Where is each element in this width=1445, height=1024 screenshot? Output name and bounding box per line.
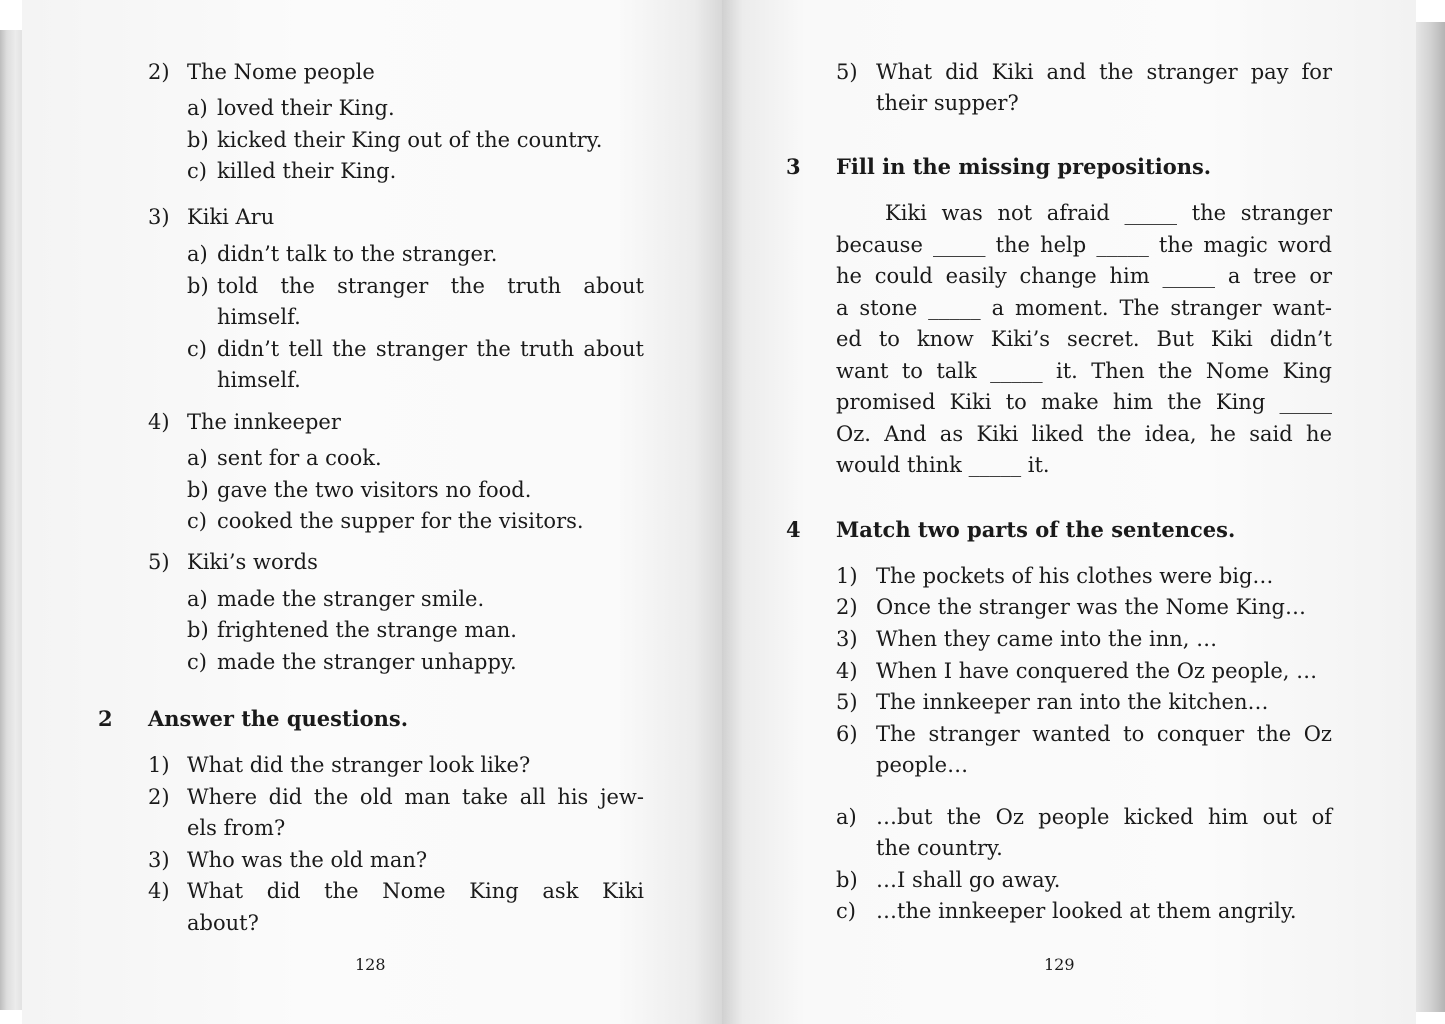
gap-fill-line: ed to know Kiki’s secret. But Kiki didn’t	[836, 327, 1332, 351]
option-text-continued: himself.	[217, 305, 301, 329]
question-number: 4)	[148, 410, 170, 434]
option-text: killed their King.	[217, 159, 397, 183]
option-letter: b)	[187, 618, 209, 642]
left-page	[22, 0, 722, 1024]
exercise-number: 4	[786, 517, 801, 542]
option-text: told the stranger the truth about	[217, 274, 644, 298]
option-letter: c)	[187, 159, 207, 183]
gap-fill-line: want to talk _____ it. Then the Nome King	[836, 359, 1332, 383]
question-number: 5)	[148, 550, 170, 574]
option-text: frightened the strange man.	[217, 618, 517, 642]
sentence-start-number: 2)	[836, 595, 858, 619]
exercise-number: 2	[98, 706, 113, 731]
question-text-continued: els from?	[187, 816, 286, 840]
gap-fill-line: would think _____ it.	[836, 453, 1050, 477]
question-number: 4)	[148, 879, 170, 903]
question-number: 1)	[148, 753, 170, 777]
question-text-continued: about?	[187, 911, 259, 935]
gap-fill-line: a stone _____ a moment. The stranger want-	[836, 296, 1332, 320]
sentence-end-continued: the country.	[876, 836, 1003, 860]
sentence-start: When I have conquered the Oz people, …	[876, 659, 1318, 683]
option-letter: b)	[187, 478, 209, 502]
question-text: What did the Nome King ask Kiki	[187, 879, 644, 903]
question-text: What did the stranger look like?	[187, 753, 531, 777]
page-number: 129	[1044, 955, 1075, 974]
question-text: Where did the old man take all his jew-	[187, 785, 644, 809]
sentence-end: …but the Oz people kicked him out of	[876, 805, 1332, 829]
sentence-end: …the innkeeper looked at them angrily.	[876, 899, 1297, 923]
question-number: 5)	[836, 60, 858, 84]
option-letter: a)	[187, 96, 208, 120]
sentence-start-number: 4)	[836, 659, 858, 683]
exercise-title: Fill in the missing prepositions.	[836, 154, 1212, 179]
option-text: sent for a cook.	[217, 446, 382, 470]
right-page-edges	[1416, 22, 1445, 1012]
question-stem: Kiki’s words	[187, 550, 318, 574]
sentence-end-letter: b)	[836, 868, 858, 892]
option-letter: a)	[187, 446, 208, 470]
option-letter: c)	[187, 509, 207, 533]
option-text: didn’t tell the stranger the truth about	[217, 337, 644, 361]
question-number: 3)	[148, 848, 170, 872]
left-page-edges	[0, 30, 22, 1010]
sentence-start-number: 1)	[836, 564, 858, 588]
question-number: 2)	[148, 60, 170, 84]
gap-fill-line: Oz. And as Kiki liked the idea, he said he	[836, 422, 1332, 446]
page-number: 128	[355, 955, 386, 974]
option-text: gave the two visitors no food.	[217, 478, 532, 502]
question-stem: The Nome people	[187, 60, 375, 84]
sentence-end-letter: c)	[836, 899, 856, 923]
sentence-start: The innkeeper ran into the kitchen…	[876, 690, 1269, 714]
exercise-number: 3	[786, 154, 801, 179]
option-letter: a)	[187, 242, 208, 266]
exercise-title: Answer the questions.	[148, 706, 409, 731]
gap-fill-line: Kiki was not afraid _____ the stranger	[885, 201, 1332, 225]
question-text: Who was the old man?	[187, 848, 428, 872]
gap-fill-line: because _____ the help _____ the magic word	[836, 233, 1332, 257]
option-text: loved their King.	[217, 96, 395, 120]
question-text-continued: their supper?	[876, 91, 1019, 115]
option-text: made the stranger smile.	[217, 587, 485, 611]
option-text: cooked the supper for the visitors.	[217, 509, 584, 533]
question-stem: Kiki Aru	[187, 205, 275, 229]
sentence-start: The pockets of his clothes were big…	[876, 564, 1274, 588]
sentence-start-number: 6)	[836, 722, 858, 746]
exercise-title: Match two parts of the sentences.	[836, 517, 1236, 542]
option-letter: c)	[187, 650, 207, 674]
gap-fill-line: promised Kiki to make him the King _____	[836, 390, 1332, 414]
right-page	[722, 0, 1416, 1024]
option-letter: c)	[187, 337, 207, 361]
option-text: kicked their King out of the country.	[217, 128, 603, 152]
sentence-start-number: 3)	[836, 627, 858, 651]
option-letter: b)	[187, 274, 209, 298]
question-number: 3)	[148, 205, 170, 229]
sentence-end-letter: a)	[836, 805, 857, 829]
option-letter: b)	[187, 128, 209, 152]
question-stem: The innkeeper	[187, 410, 341, 434]
gap-fill-line: he could easily change him _____ a tree or	[836, 264, 1332, 288]
sentence-end: …I shall go away.	[876, 868, 1061, 892]
question-text: What did Kiki and the stranger pay for	[876, 60, 1332, 84]
sentence-start: The stranger wanted to conquer the Oz	[876, 722, 1332, 746]
option-text: didn’t talk to the stranger.	[217, 242, 498, 266]
sentence-start-continued: people…	[876, 753, 969, 777]
option-text-continued: himself.	[217, 368, 301, 392]
option-text: made the stranger unhappy.	[217, 650, 517, 674]
sentence-start: Once the stranger was the Nome King…	[876, 595, 1306, 619]
sentence-start-number: 5)	[836, 690, 858, 714]
option-letter: a)	[187, 587, 208, 611]
question-number: 2)	[148, 785, 170, 809]
sentence-start: When they came into the inn, …	[876, 627, 1218, 651]
